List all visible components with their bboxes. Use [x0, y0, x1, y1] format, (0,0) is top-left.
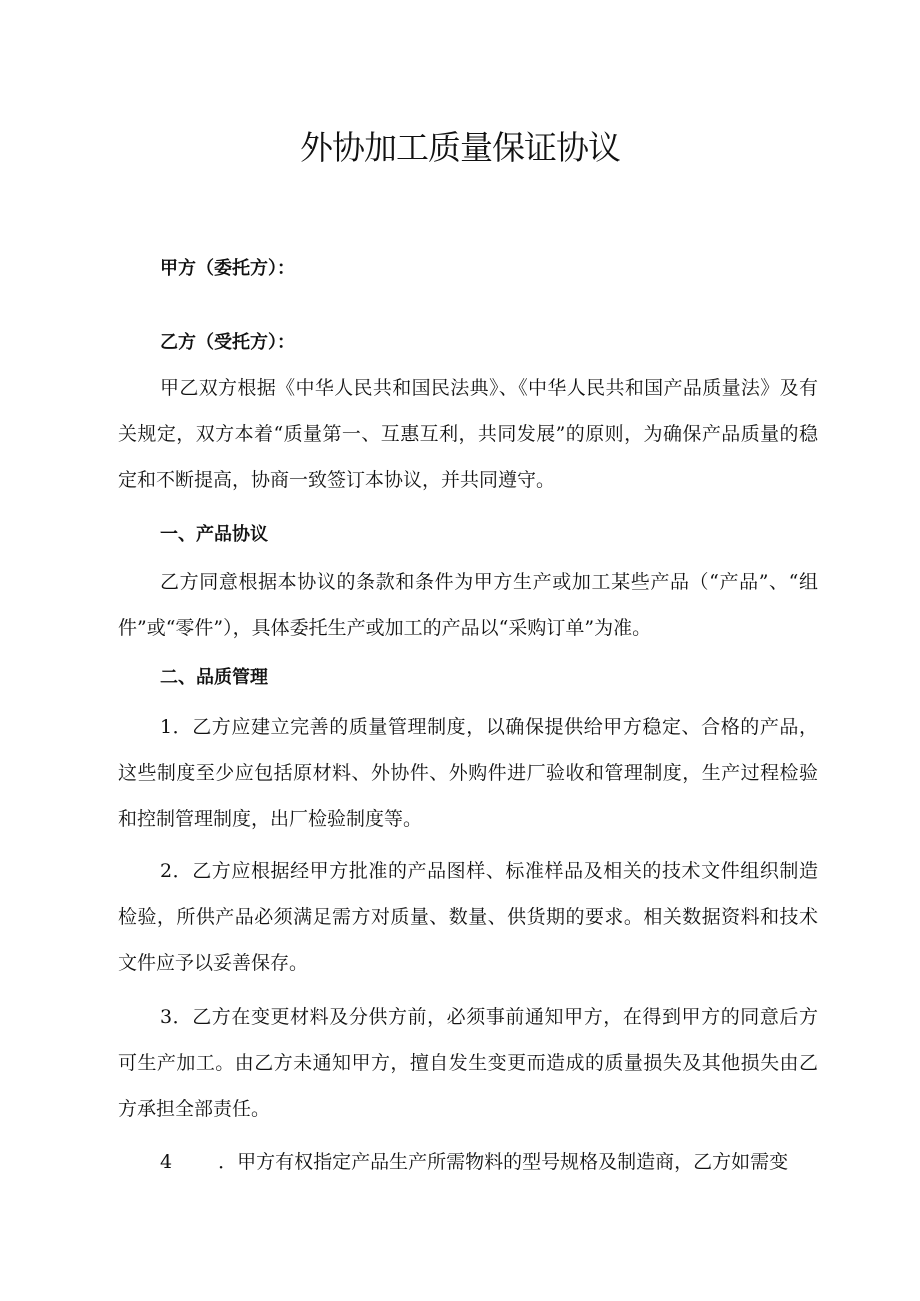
- clause-text: ．甲方有权指定产品生产所需物料的型号规格及制造商，乙方如需变: [218, 1151, 789, 1173]
- section-1-heading: 一、产品协议: [160, 524, 268, 545]
- clause-text: ．乙方应建立完善的质量管理制度，以确保提供给甲方稳定、合格的产品，这些制度至少应包括原材料、外协件、外购件进厂验收和管理制度，生产过程检验和控制管理制度，出厂检验制度等。: [118, 716, 818, 830]
- clause-text: ．乙方在变更材料及分供方前，必须事前通知甲方，在得到甲方的同意后方可生产加工。由乙方未通知甲方，擅自发生变更而造成的质量损失及其他损失由乙方承担全部责任。: [118, 1006, 818, 1120]
- intro-paragraph: 甲乙双方根据《中华人民共和国民法典》、《中华人民共和国产品质量法》及有关规定，双方本着“质量第一、互惠互利，共同发展”的原则，为确保产品质量的稳定和不断提高，协商一致签订本协议，并共同遵守。: [118, 377, 818, 491]
- section-1-paragraph: 乙方同意根据本协议的条款和条件为甲方生产或加工某些产品（“产品”、“组件”或“零件”），具体委托生产或加工的产品以“采购订单”为准。: [118, 571, 818, 639]
- party-a-label: 甲方（委托方）：: [160, 258, 295, 279]
- section-2-heading: 二、品质管理: [160, 667, 268, 688]
- clause-number: 3: [160, 1006, 173, 1028]
- clause-4: [118, 1139, 818, 1185]
- clause-3: [118, 994, 818, 1132]
- document-title: 外协加工质量保证协议: [300, 128, 620, 167]
- clause-number: 4: [160, 1151, 173, 1173]
- clause-2: [118, 848, 818, 986]
- party-b-label: 乙方（受托方）：: [160, 332, 295, 353]
- clause-1: [118, 704, 818, 842]
- clause-number: 1: [160, 716, 173, 738]
- clause-text: ．乙方应根据经甲方批准的产品图样、标准样品及相关的技术文件组织制造检验，所供产品必须满足需方对质量、数量、供货期的要求。相关数据资料和技术文件应予以妥善保存。: [118, 860, 818, 974]
- clause-number: 2: [160, 860, 173, 882]
